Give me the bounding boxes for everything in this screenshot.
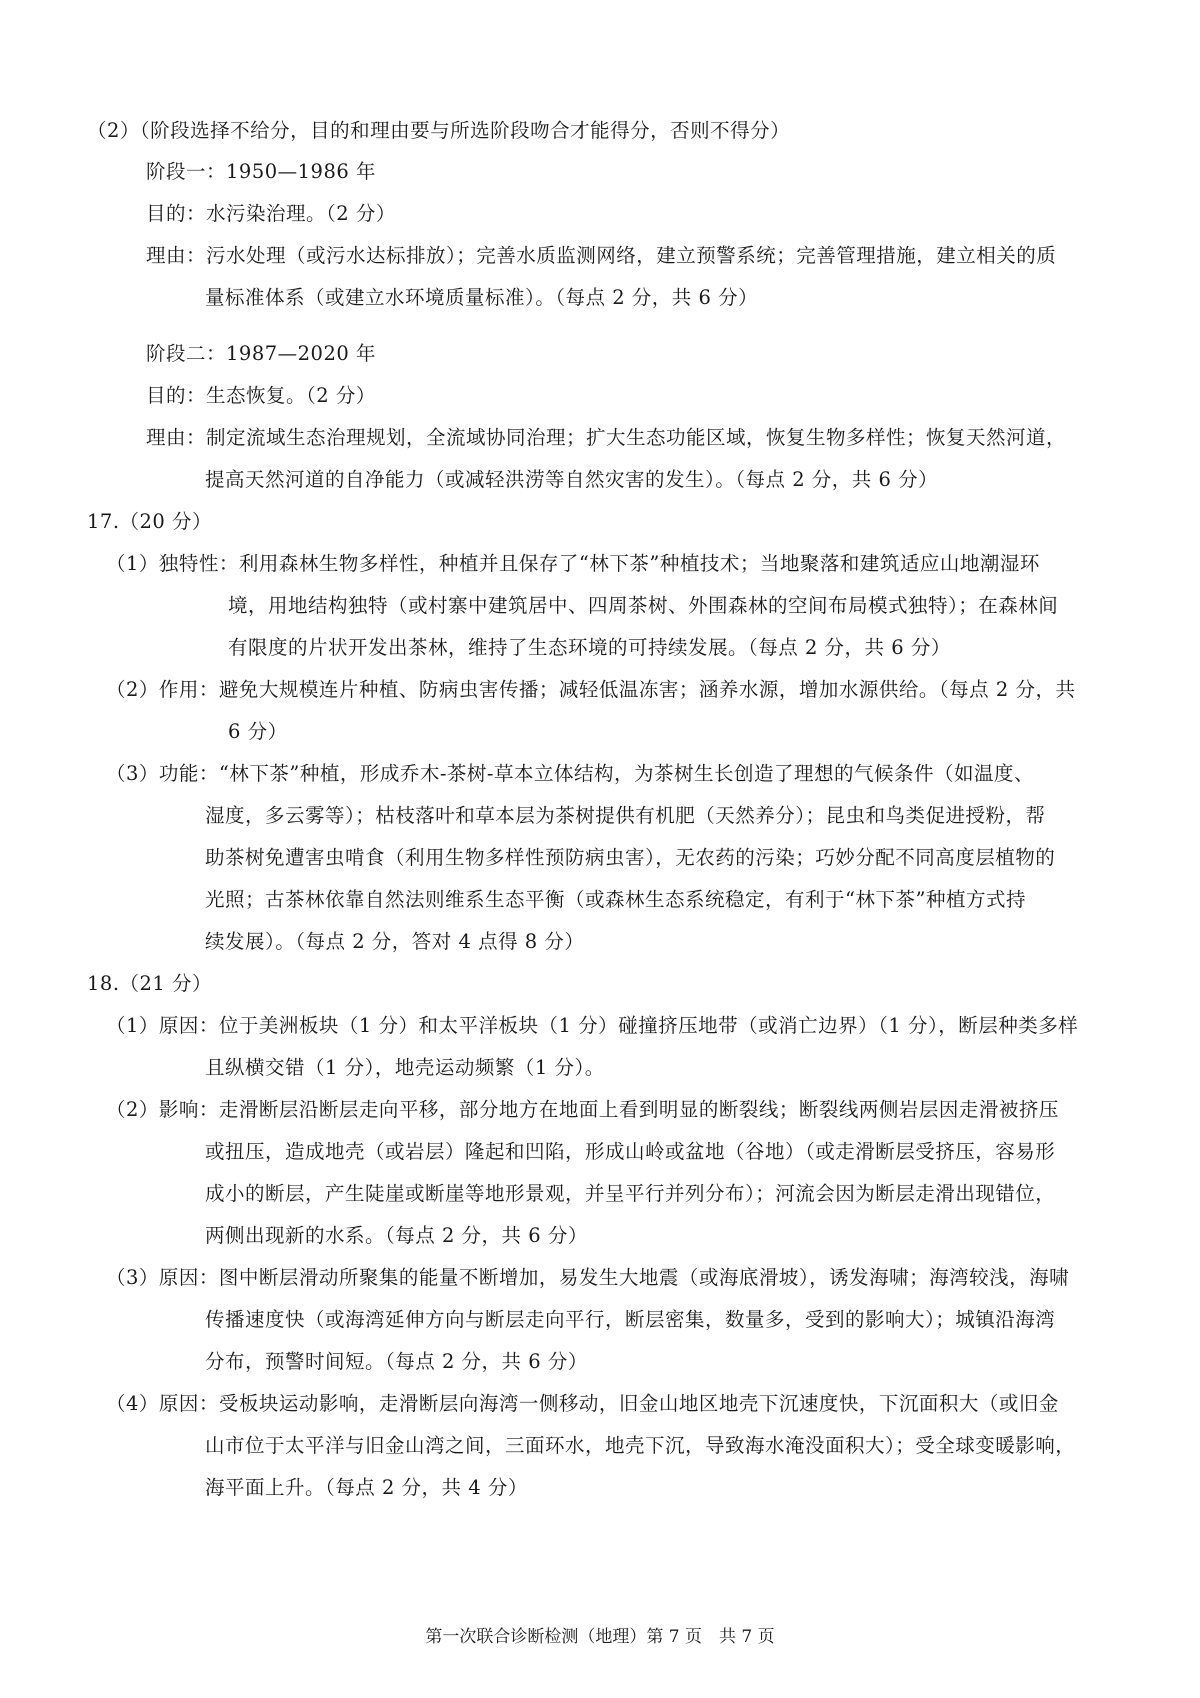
q18-part2-line1: （2）影响：走滑断层沿断层走向平移，部分地方在地面上看到明显的断裂线；断裂线两侧岩层因走滑被挤压	[106, 1098, 1059, 1121]
q16-stage2-reason-line1: 理由：制定流域生态治理规划，全流域协同治理；扩大生态功能区域，恢复生物多样性；恢复天然河道，	[146, 426, 1067, 449]
q17-part3-line3: 助茶树免遭害虫啃食（利用生物多样性预防病虫害），无农药的污染；巧妙分配不同高度层植物的	[205, 846, 1056, 869]
q16-stage2-reason-line2: 提高天然河道的自净能力（或减轻洪涝等自然灾害的发生）。（每点 2 分，共 6 分）	[205, 468, 939, 491]
q16-stage1-purpose: 目的：水污染治理。（2 分）	[146, 202, 396, 225]
q18-part3-line3: 分布，预警时间短。（每点 2 分，共 6 分）	[205, 1350, 588, 1373]
page-footer: 第一次联合诊断检测（地理）第 7 页 共 7 页	[425, 1627, 775, 1647]
q17-part3-line2: 湿度，多云雾等）；枯枝落叶和草本层为茶树提供有机肥（天然养分）；昆虫和鸟类促进授粉，帮	[205, 804, 1046, 827]
q17-part1-line3: 有限度的片状开发出茶林，维持了生态环境的可持续发展。（每点 2 分，共 6 分）	[228, 636, 951, 659]
q17-part2-line1: （2）作用：避免大规模连片种植、防病虫害传播；减轻低温冻害；涵养水源，增加水源供给。（每点 2 分，共	[106, 678, 1076, 701]
q16-stage1-reason-line1: 理由：污水处理（或污水达标排放）；完善水质监测网络，建立预警系统；完善管理措施，建立相关的质	[146, 244, 1057, 267]
q17-part1-line1: （1）独特性：利用森林生物多样性，种植并且保存了“林下茶”种植技术；当地聚落和建筑适应山地潮湿环	[106, 552, 1040, 575]
q16-stage1-reason-line2: 量标准体系（或建立水环境质量标准）。（每点 2 分，共 6 分）	[205, 286, 759, 309]
q18-part4-line2: 山市位于太平洋与旧金山湾之间，三面环水，地壳下沉，导致海水淹没面积大）；受全球变暖影响，	[205, 1434, 1076, 1457]
q18-part2-line3: 成小的断层，产生陡崖或断崖等地形景观，并呈平行并列分布）；河流会因为断层走滑出现错位，	[205, 1182, 1056, 1205]
q18-part2-line4: 两侧出现新的水系。（每点 2 分，共 6 分）	[205, 1224, 588, 1247]
q16-part2-header: （2）（阶段选择不给分，目的和理由要与所选阶段吻合才能得分，否则不得分）	[87, 119, 791, 142]
q17-part3-line4: 光照；古茶林依靠自然法则维系生态平衡（或森林生态系统稳定，有利于“林下茶”种植方式持	[205, 888, 1026, 911]
q17-part3-line1: （3）功能：“林下茶”种植，形成乔木-茶树-草本立体结构，为茶树生长创造了理想的气候条件（如温度、	[106, 762, 1035, 785]
q18-part3-line2: 传播速度快（或海湾延伸方向与断层走向平行，断层密集，数量多，受到的影响大）；城镇沿海湾	[205, 1308, 1056, 1331]
q16-stage2-title: 阶段二：1987—2020 年	[146, 342, 376, 365]
q16-stage1-title: 阶段一：1950—1986 年	[146, 160, 376, 183]
q17-part2-line2: 6 分）	[228, 720, 288, 743]
q18-part4-line1: （4）原因：受板块运动影响，走滑断层向海湾一侧移动，旧金山地区地壳下沉速度快，下沉面积大（或旧金	[106, 1392, 1059, 1415]
q16-stage2-purpose: 目的：生态恢复。（2 分）	[146, 384, 376, 407]
q17-part3-line5: 续发展）。（每点 2 分，答对 4 点得 8 分）	[205, 930, 585, 953]
q18-part4-line3: 海平面上升。（每点 2 分，共 4 分）	[205, 1476, 528, 1499]
q18-part2-line2: 或扭压，造成地壳（或岩层）隆起和凹陷，形成山岭或盆地（谷地）（或走滑断层受挤压，容易形	[205, 1140, 1056, 1163]
q18-part3-line1: （3）原因：图中断层滑动所聚集的能量不断增加，易发生大地震（或海底滑坡），诱发海啸；海湾较浅，海啸	[106, 1266, 1070, 1289]
q17-part1-line2: 境，用地结构独特（或村寨中建筑居中、四周茶树、外围森林的空间布局模式独特）；在森林间	[228, 594, 1059, 617]
q18-part1-line2: 且纵横交错（1 分），地壳运动频繁（1 分）。	[205, 1056, 605, 1079]
q18-header: 18.（21 分）	[87, 972, 213, 995]
q17-header: 17.（20 分）	[87, 510, 213, 533]
q18-part1-line1: （1）原因：位于美洲板块（1 分）和太平洋板块（1 分）碰撞挤压地带（或消亡边界）（1 分），断层种类多样	[106, 1014, 1079, 1037]
